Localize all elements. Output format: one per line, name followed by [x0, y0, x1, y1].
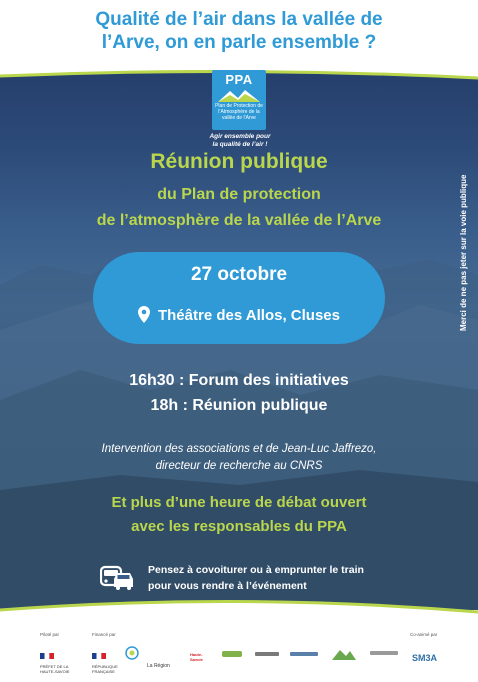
date-location-pill — [93, 252, 385, 344]
event-location: Théâtre des Allos, Cluses — [157, 307, 340, 324]
haute-savoie-text: Haute-Savoie — [190, 652, 203, 662]
ppa-logo — [212, 70, 266, 130]
headline-line-1: Qualité de l’air dans la vallée de — [95, 9, 383, 30]
event-heading: Réunion publique — [150, 150, 328, 173]
haute-savoie-logo — [190, 652, 212, 674]
logo-acronym: PPA — [225, 72, 253, 87]
location-pin-icon — [138, 306, 150, 323]
region-logo — [147, 654, 187, 676]
circle-logo-icon — [125, 646, 139, 660]
financed-by-caption: Financé par — [92, 632, 116, 637]
partner-logo-4 — [332, 646, 358, 668]
event-location-row — [93, 306, 385, 324]
transport-line-2: pour vous rendre à l’événement — [148, 580, 307, 592]
partner-emblem-icon — [255, 649, 279, 659]
schedule-item: 16h30 : Forum des initiatives — [129, 372, 349, 389]
partner-emblem-icon — [332, 646, 356, 660]
mountain-icon — [218, 88, 260, 102]
intervention-line-1: Intervention des associations et de Jean-Luc Jaffrezo, — [101, 443, 377, 455]
region-text: La Région — [147, 663, 170, 669]
partner-logo-3 — [290, 646, 320, 668]
partner-emblem-icon — [222, 649, 242, 659]
side-note-text: Merci de ne pas jeter sur la voie publique — [459, 174, 468, 331]
car-train-icon — [100, 565, 134, 591]
partner-logo-1 — [222, 646, 244, 668]
flag-icon — [92, 653, 106, 659]
sm3a-text: SM3A — [412, 653, 438, 663]
debate-line-2: avec les responsables du PPA — [131, 518, 347, 535]
logo-subtitle: Plan de Protection de l’Atmosphère de la vallée de l’Arve — [215, 103, 263, 121]
piloted-by-caption: Piloté par — [40, 632, 60, 637]
tagline-line-2: la qualité de l’air ! — [212, 141, 268, 148]
transport-line-1: Pensez à covoiturer ou à emprunter le train — [148, 564, 364, 576]
event-subheading-2: de l’atmosphère de la vallée de l’Arve — [96, 212, 382, 229]
sm3a-logo — [412, 648, 446, 670]
partner-logo-5 — [370, 646, 400, 668]
green-swoosh — [0, 598, 478, 628]
debate-line-1: Et plus d’une heure de débat ouvert — [111, 494, 367, 511]
event-subheading-1: du Plan de protection — [157, 186, 321, 203]
event-date: 27 octobre — [190, 264, 288, 285]
schedule-item: 18h : Réunion publique — [150, 397, 328, 414]
republique-text: RÉPUBLIQUE FRANÇAISE — [92, 664, 118, 674]
intervention-line-2: directeur de recherche au CNRS — [155, 460, 323, 472]
prefet-logo — [40, 646, 76, 674]
transport-note — [148, 562, 364, 594]
tagline-line-1: Agir ensemble pour — [209, 133, 271, 140]
partner-emblem-icon — [290, 649, 318, 659]
partner-emblem-icon — [370, 647, 398, 659]
agency-logo — [125, 646, 141, 668]
prefet-text: PRÉFET DE LA HAUTE-SAVOIE — [40, 664, 70, 674]
partner-footer — [0, 628, 478, 682]
co-animated-by-caption: Co-animé par — [410, 632, 438, 637]
poster-headline — [0, 8, 478, 54]
republique-logo — [92, 646, 122, 674]
logo-tagline — [180, 133, 300, 149]
partner-logo-2 — [255, 646, 281, 668]
flag-icon — [40, 653, 54, 659]
headline-line-2: l’Arve, on en parle ensemble ? — [101, 32, 377, 53]
